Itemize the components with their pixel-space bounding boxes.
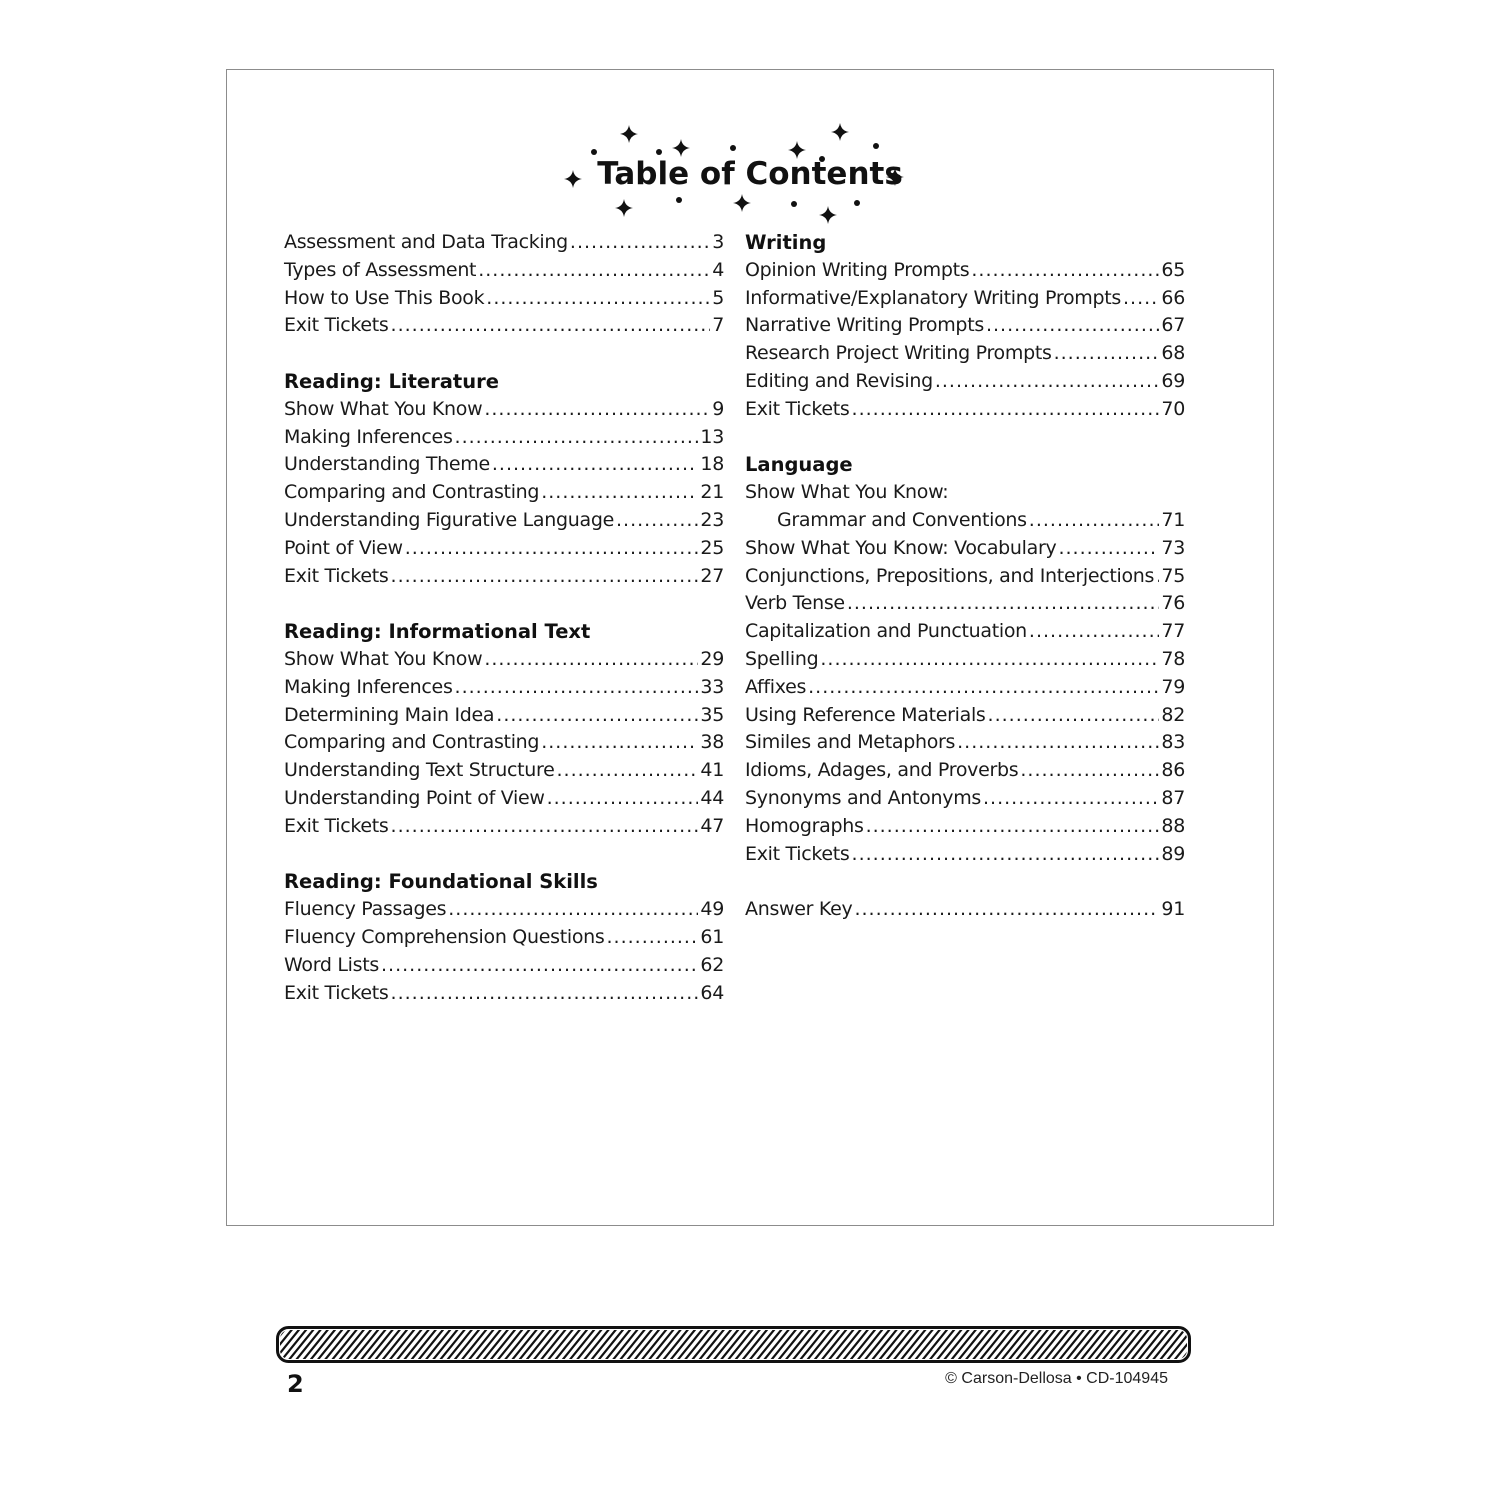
toc-entry-label: How to Use This Book [284,286,485,309]
dot-leader [547,785,699,813]
toc-entry-page: 78 [1161,647,1185,670]
dot-leader [983,785,1159,813]
toc-entry [745,813,1185,841]
toc-entry-page: 7 [712,314,724,337]
toc-entry-label: Word Lists [284,953,379,976]
toc-entry [745,312,1185,340]
dot-leader [1054,340,1160,368]
section-spacer [745,868,1185,896]
toc-entry-label: Spelling [745,647,819,670]
toc-entry-label: Understanding Theme [284,453,490,476]
dot-leader [484,396,710,424]
dot-leader [484,646,698,674]
dot-leader [455,674,699,702]
toc-entry [284,785,724,813]
dot-leader [496,702,698,730]
toc-entry-page: 62 [700,953,724,976]
toc-entry-page: 77 [1161,620,1185,643]
toc-entry [284,952,724,980]
toc-entry [284,646,724,674]
toc-entry-label: Exit Tickets [745,397,850,420]
toc-entry-page: 89 [1161,842,1185,865]
toc-entry-label: Answer Key [745,898,853,921]
section-spacer [745,424,1185,452]
toc-entry [284,535,724,563]
toc-entry [745,535,1185,563]
toc-entry-page: 87 [1161,786,1185,809]
toc-entry-label: Capitalization and Punctuation [745,620,1027,643]
toc-entry [284,507,724,535]
section-heading: Reading: Literature [284,369,499,393]
toc-entry [745,729,1185,757]
toc-entry-page: 25 [700,536,724,559]
toc-entry-label: Exit Tickets [284,814,389,837]
toc-entry-label: Understanding Figurative Language [284,508,614,531]
toc-entry-label: Verb Tense [745,592,845,615]
dot-leader [1029,618,1160,646]
toc-entry [745,757,1185,785]
toc-entry-page: 9 [712,397,724,420]
dot-leader [541,729,698,757]
title-block [0,116,1500,226]
toc-entry-label: Narrative Writing Prompts [745,314,984,337]
toc-entry-page: 21 [700,481,724,504]
toc-entry-page: 82 [1161,703,1185,726]
dot-leader [556,757,698,785]
toc-entry-label: Exit Tickets [284,564,389,587]
dot-leader [1156,563,1159,591]
toc-entry-page: 5 [712,286,724,309]
toc-entry-page: 44 [700,786,724,809]
dot-leader [935,368,1160,396]
toc-entry-label: Exit Tickets [284,314,389,337]
toc-entry [284,896,724,924]
dot-leader [1020,757,1159,785]
section-spacer [284,590,724,618]
toc-entry-label: Show What You Know: [745,481,949,504]
toc-entry-label: Idioms, Adages, and Proverbs [745,759,1019,782]
dot-leader [541,479,698,507]
toc-entry-page: 69 [1161,369,1185,392]
dot-leader [391,312,711,340]
toc-entry [745,479,1185,507]
dot-leader [616,507,698,535]
toc-entry-label: Synonyms and Antonyms [745,786,981,809]
toc-entry-label: Affixes [745,675,807,698]
toc-entry-label: Making Inferences [284,675,453,698]
dot-leader [455,424,699,452]
toc-entry-label: Research Project Writing Prompts [745,342,1052,365]
toc-entry-page: 47 [700,814,724,837]
toc-entry [284,980,724,1008]
toc-entry-page: 29 [700,647,724,670]
toc-entry-label: Exit Tickets [284,981,389,1004]
toc-entry-label: Comparing and Contrasting [284,731,540,754]
section-spacer [284,340,724,368]
toc-entry-label: Similes and Metaphors [745,731,956,754]
toc-entry [284,702,724,730]
section-heading: Writing [745,231,827,254]
toc-entry-label: Show What You Know [284,397,483,420]
toc-entry-label: Types of Assessment [284,258,477,281]
dot-leader [820,646,1159,674]
dot-leader [847,590,1160,618]
toc-entry-label: Comparing and Contrasting [284,481,540,504]
toc-entry-label: Opinion Writing Prompts [745,258,970,281]
toc-entry [745,285,1185,313]
toc-entry-label: Homographs [745,814,864,837]
toc-entry [284,757,724,785]
dot-leader [1029,507,1160,535]
toc-entry-label: Informative/Explanatory Writing Prompts [745,286,1121,309]
toc-entry-label: Exit Tickets [745,842,850,865]
toc-entry [284,229,724,257]
toc-entry-page: 35 [700,703,724,726]
toc-right-column [745,229,1185,924]
dot-leader [478,257,710,285]
toc-entry-page: 71 [1161,508,1185,531]
toc-entry [284,396,724,424]
toc-entry-page: 86 [1161,759,1185,782]
toc-entry-label: Making Inferences [284,425,453,448]
toc-entry [745,841,1185,869]
section-spacer [284,841,724,869]
toc-entry [284,285,724,313]
toc-entry-page: 83 [1161,731,1185,754]
copyright-text: © Carson-Dellosa • CD-104945 [945,1370,1168,1387]
toc-entry [284,479,724,507]
toc-entry [284,813,724,841]
dot-leader [1058,535,1159,563]
dot-leader [988,702,1160,730]
toc-entry-label: Understanding Text Structure [284,759,555,782]
dot-leader [570,229,710,257]
toc-entry [745,896,1185,924]
dot-leader [486,285,710,313]
toc-entry-label: Conjunctions, Prepositions, and Interjections [745,564,1155,587]
toc-entry [745,368,1185,396]
toc-entry [284,924,724,952]
toc-entry-page: 66 [1161,286,1185,309]
section-heading: Language [745,453,853,477]
dot-leader [866,813,1160,841]
toc-entry [745,785,1185,813]
page-title: Table of Contents [597,156,903,192]
dot-leader [391,980,699,1008]
toc-entry [284,674,724,702]
dot-leader [957,729,1159,757]
toc-entry-page: 70 [1161,397,1185,420]
toc-entry-label: Editing and Revising [745,369,933,392]
dot-leader [381,952,698,980]
toc-entry-page: 73 [1161,536,1185,559]
footer-stripe-bar [276,1326,1191,1363]
section-heading: Reading: Foundational Skills [284,870,598,894]
section-heading: Reading: Informational Text [284,620,591,644]
toc-entry-label: Determining Main Idea [284,703,495,726]
toc-entry [745,702,1185,730]
toc-entry [745,590,1185,618]
toc-entry-page: 65 [1161,258,1185,281]
toc-entry [745,646,1185,674]
toc-entry-page: 41 [700,759,724,782]
toc-entry-label: Assessment and Data Tracking [284,231,568,253]
dot-leader [808,674,1159,702]
toc-entry [284,312,724,340]
toc-entry [745,618,1185,646]
toc-entry-label: Show What You Know [284,647,483,670]
toc-entry-page: 13 [700,425,724,448]
toc-entry-label: Show What You Know: Vocabulary [745,536,1057,559]
toc-entry [284,729,724,757]
toc-entry-page: 33 [700,675,724,698]
toc-entry-page: 76 [1161,592,1185,615]
toc-entry-page: 4 [712,258,724,281]
dot-leader [448,896,698,924]
toc-entry-page: 79 [1161,675,1185,698]
toc-entry [284,563,724,591]
dot-leader [391,813,699,841]
toc-entry-page: 64 [700,981,724,1004]
toc-left-column [284,229,724,1007]
toc-entry-page: 67 [1161,314,1185,337]
toc-entry-page: 27 [700,564,724,587]
toc-entry-label: Understanding Point of View [284,786,545,809]
page-number: 2 [287,1370,304,1398]
toc-entry-page: 75 [1161,564,1185,587]
toc-entry-label: Fluency Comprehension Questions [284,925,605,948]
dot-leader [852,396,1160,424]
toc-entry [284,451,724,479]
toc-entry-page: 18 [700,453,724,476]
dot-leader [1123,285,1159,313]
dot-leader [492,451,699,479]
toc-entry-page: 88 [1161,814,1185,837]
dot-leader [852,841,1160,869]
toc-entry-page: 68 [1161,342,1185,365]
toc-entry-page: 38 [700,731,724,754]
toc-entry [745,257,1185,285]
dot-leader [607,924,699,952]
toc-entry [745,340,1185,368]
toc-entry-label: Using Reference Materials [745,703,986,726]
toc-entry-page: 49 [700,898,724,921]
toc-entry-page: 23 [700,508,724,531]
toc-entry [745,674,1185,702]
toc-entry-label: Point of View [284,536,403,559]
toc-entry-label: Grammar and Conventions [777,508,1027,531]
toc-entry-page: 91 [1161,898,1185,921]
toc-entry [745,563,1185,591]
toc-entry [284,257,724,285]
toc-entry-page: 3 [712,231,724,253]
toc-entry [745,507,1185,535]
toc-entry [284,424,724,452]
toc-entry-page: 61 [700,925,724,948]
dot-leader [854,896,1159,924]
toc-entry-label: Fluency Passages [284,898,447,921]
dot-leader [986,312,1159,340]
dot-leader [405,535,699,563]
dot-leader [971,257,1159,285]
dot-leader [391,563,699,591]
toc-entry [745,396,1185,424]
